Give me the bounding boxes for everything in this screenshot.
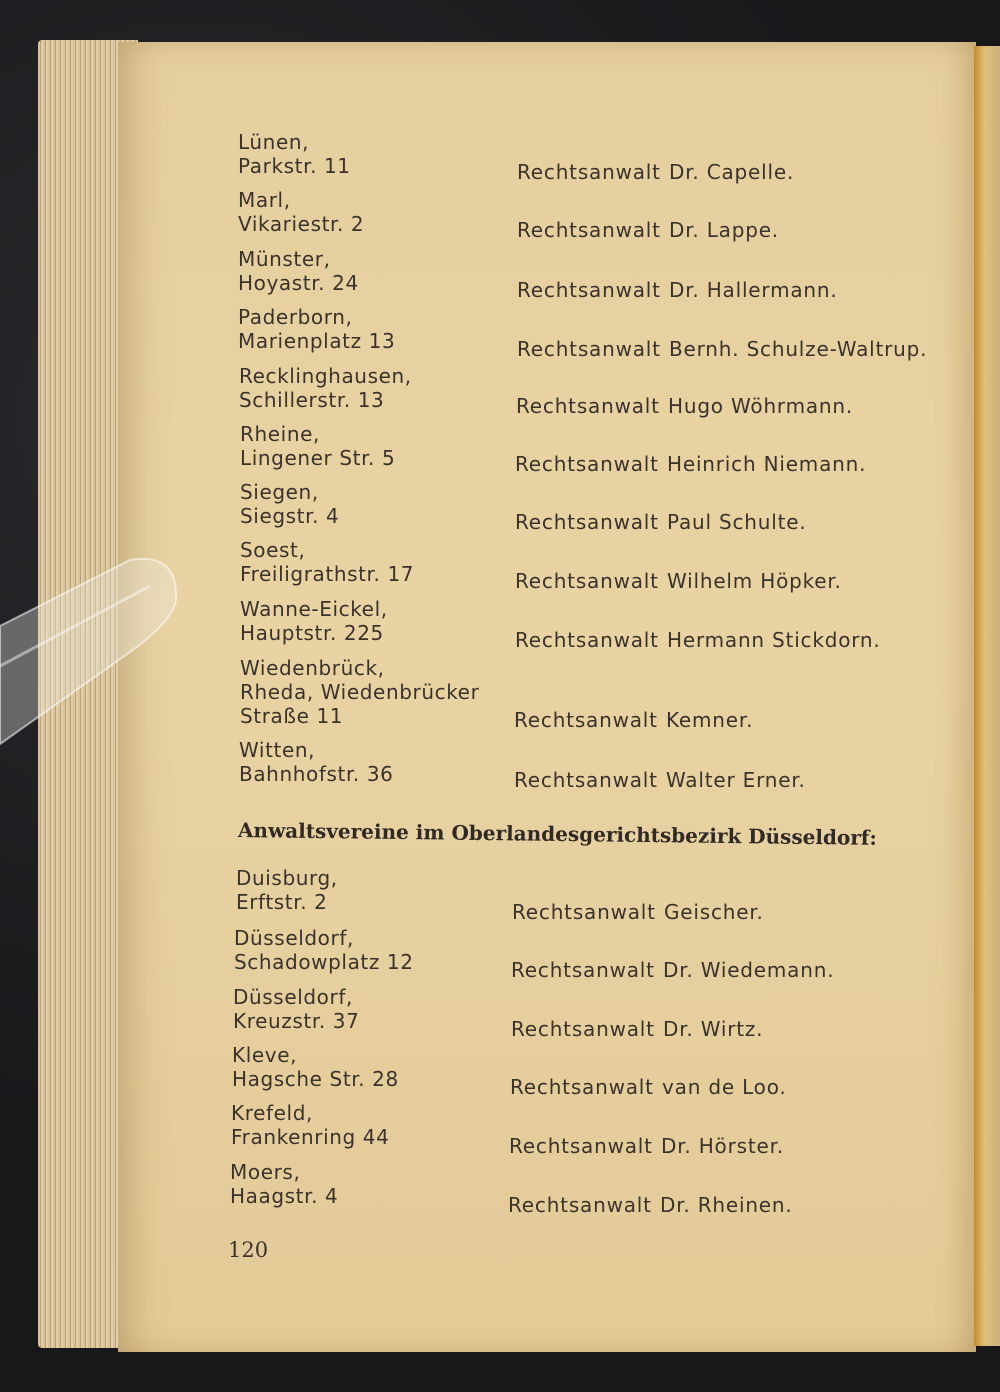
lawyer-title: Rechtsanwalt: [509, 1134, 653, 1158]
lawyer-name: Bernh. Schulze-Waltrup.: [669, 337, 928, 361]
lawyer-name: Dr. Wirtz.: [663, 1017, 764, 1041]
address-entry: [240, 597, 510, 645]
address-entry: [240, 480, 510, 528]
street-address: Haagstr. 4: [230, 1184, 339, 1208]
lawyer-title: Rechtsanwalt: [512, 900, 656, 924]
lawyer-name: Kemner.: [666, 708, 754, 732]
book-spine-edge: [974, 46, 1000, 1346]
lawyer-title: Rechtsanwalt: [517, 278, 661, 302]
street-address: Schadowplatz 12: [234, 950, 414, 974]
city-name: Witten,: [239, 738, 316, 762]
city-name: Soest,: [240, 538, 306, 562]
lawyer-entry: [517, 278, 838, 302]
city-name: Duisburg,: [236, 866, 338, 890]
lawyer-title: Rechtsanwalt: [511, 958, 655, 982]
lawyer-name: Dr. Wiedemann.: [663, 958, 835, 982]
lawyer-entry: [514, 708, 753, 732]
lawyer-name: Dr. Hörster.: [661, 1134, 784, 1158]
city-name: Siegen,: [240, 480, 319, 504]
lawyer-entry: [510, 1075, 787, 1099]
lawyer-entry: [515, 569, 842, 593]
lawyer-title: Rechtsanwalt: [514, 768, 658, 792]
lawyer-title: Rechtsanwalt: [517, 218, 661, 242]
address-entry: [230, 1160, 500, 1208]
lawyer-entry: [511, 1017, 763, 1041]
lawyer-entry: [515, 452, 866, 476]
city-name: Marl,: [238, 188, 291, 212]
lawyer-name: Hugo Wöhrmann.: [668, 394, 854, 418]
street-address: Hoyastr. 24: [238, 271, 359, 295]
lawyer-title: Rechtsanwalt: [515, 569, 659, 593]
city-name: Wiedenbrück,: [240, 656, 385, 680]
address-entry: [238, 130, 508, 178]
lawyer-title: Rechtsanwalt: [508, 1193, 652, 1217]
address-entry: [240, 422, 510, 470]
lawyer-name: Geischer.: [664, 900, 764, 924]
lawyer-title: Rechtsanwalt: [517, 160, 661, 184]
street-address: Parkstr. 11: [238, 154, 351, 178]
lawyer-name: Dr. Hallermann.: [669, 278, 838, 302]
city-name: Rheine,: [240, 422, 320, 446]
lawyer-name: Dr. Rheinen.: [660, 1193, 793, 1217]
city-name: Recklinghausen,: [239, 364, 412, 388]
street-address-line2: Straße 11: [240, 704, 344, 728]
lawyer-name: Dr. Lappe.: [669, 218, 779, 242]
address-entry: [238, 188, 508, 236]
lawyer-entry: [512, 900, 764, 924]
lawyer-name: Paul Schulte.: [667, 510, 807, 534]
address-entry: [234, 926, 504, 974]
lawyer-name: van de Loo.: [662, 1075, 787, 1099]
address-entry: [232, 1043, 502, 1091]
page-number: 120: [228, 1238, 269, 1262]
street-address: Hagsche Str. 28: [232, 1067, 399, 1091]
lawyer-title: Rechtsanwalt: [510, 1075, 654, 1099]
lawyer-entry: [515, 628, 881, 652]
lawyer-entry: [516, 394, 853, 418]
city-name: Lünen,: [238, 130, 310, 154]
address-entry: [238, 247, 508, 295]
street-address: Lingener Str. 5: [240, 446, 396, 470]
lawyer-name: Wilhelm Höpker.: [667, 569, 842, 593]
lawyer-entry: [514, 768, 806, 792]
lawyer-entry: [515, 510, 807, 534]
address-entry: [240, 656, 510, 728]
lawyer-title: Rechtsanwalt: [517, 337, 661, 361]
address-entry: [231, 1101, 501, 1149]
street-address: Marienplatz 13: [238, 329, 396, 353]
street-address: Hauptstr. 225: [240, 621, 384, 645]
lawyer-name: Heinrich Niemann.: [667, 452, 867, 476]
street-address: Bahnhofstr. 36: [239, 762, 394, 786]
lawyer-title: Rechtsanwalt: [515, 452, 659, 476]
lawyer-title: Rechtsanwalt: [511, 1017, 655, 1041]
lawyer-entry: [517, 337, 927, 361]
lawyer-name: Hermann Stickdorn.: [667, 628, 881, 652]
section-heading: Anwaltsvereine im Oberlandesgerichtsbezirk Düsseldorf:: [237, 818, 877, 850]
street-address: Schillerstr. 13: [239, 388, 385, 412]
lawyer-title: Rechtsanwalt: [514, 708, 658, 732]
lawyer-name: Dr. Capelle.: [669, 160, 795, 184]
street-address: Erftstr. 2: [236, 890, 328, 914]
lawyer-entry: [517, 160, 794, 184]
street-address: Frankenring 44: [231, 1125, 390, 1149]
lawyer-title: Rechtsanwalt: [516, 394, 660, 418]
street-address: Freiligrathstr. 17: [240, 562, 415, 586]
city-name: Wanne-Eickel,: [240, 597, 388, 621]
street-address: Siegstr. 4: [240, 504, 340, 528]
city-name: Paderborn,: [238, 305, 353, 329]
address-entry: [239, 738, 509, 786]
address-entry: [233, 985, 503, 1033]
street-address: Vikariestr. 2: [238, 212, 365, 236]
city-name: Münster,: [238, 247, 331, 271]
address-entry: [236, 866, 506, 914]
lawyer-entry: [511, 958, 834, 982]
address-entry: [239, 364, 509, 412]
lawyer-entry: [517, 218, 779, 242]
address-entry: [240, 538, 510, 586]
address-entry: [238, 305, 508, 353]
lawyer-title: Rechtsanwalt: [515, 510, 659, 534]
city-name: Krefeld,: [231, 1101, 313, 1125]
lawyer-title: Rechtsanwalt: [515, 628, 659, 652]
lawyer-entry: [509, 1134, 784, 1158]
city-name: Moers,: [230, 1160, 301, 1184]
street-address: Kreuzstr. 37: [233, 1009, 360, 1033]
city-name: Düsseldorf,: [233, 985, 353, 1009]
city-name: Düsseldorf,: [234, 926, 354, 950]
lawyer-entry: [508, 1193, 793, 1217]
city-name: Kleve,: [232, 1043, 298, 1067]
street-address: Rheda, Wiedenbrücker: [240, 680, 480, 704]
lawyer-name: Walter Erner.: [666, 768, 806, 792]
